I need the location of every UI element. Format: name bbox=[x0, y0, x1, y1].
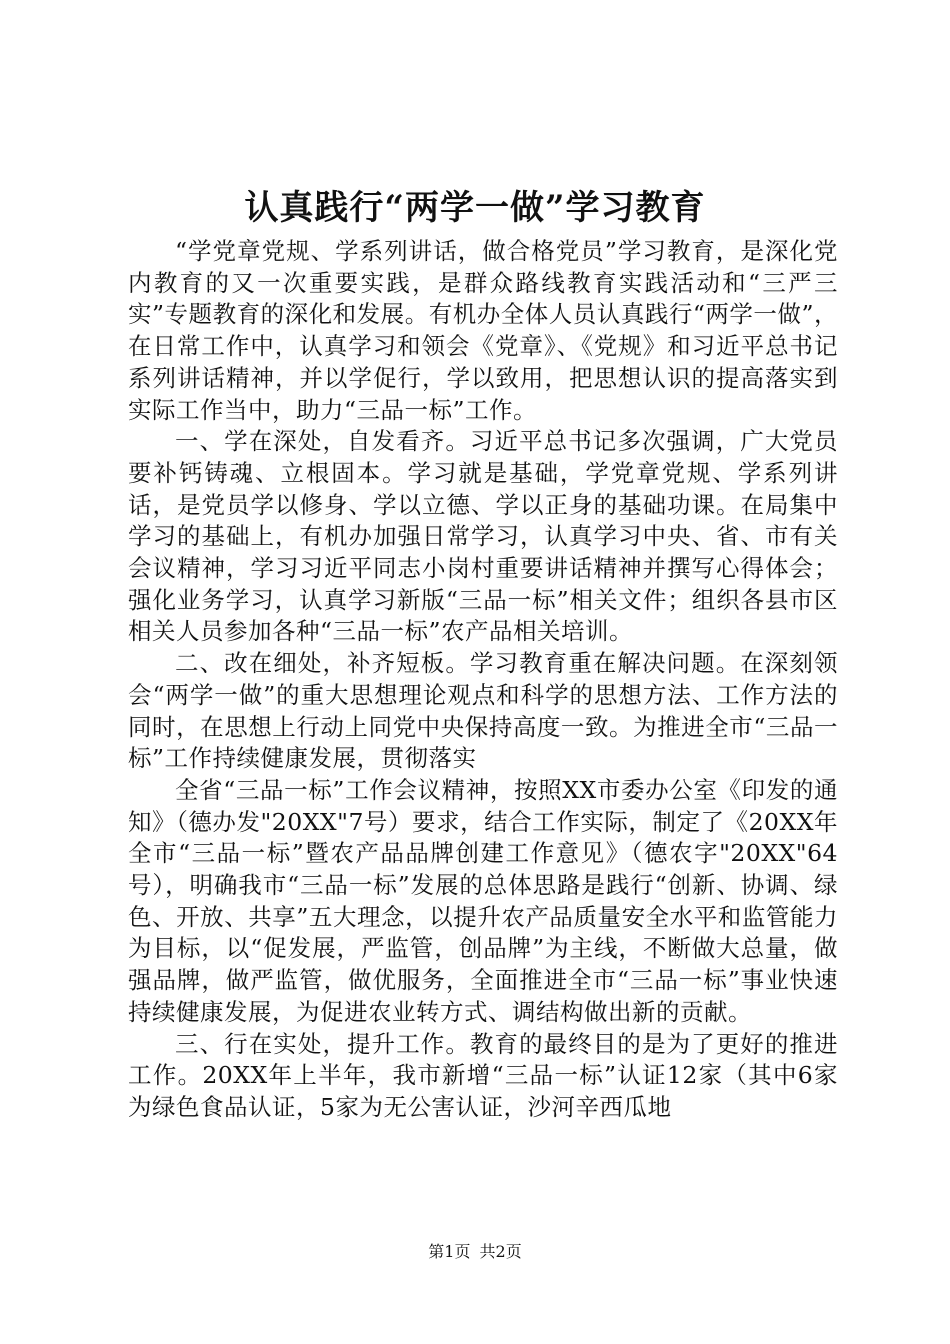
page-footer bbox=[0, 1240, 950, 1264]
paragraph-intro: “学党章党规、学系列讲话，做合格党员”学习教育，是深化党内教育的又一次重要实践，是群众路线教育实践活动和“三严三实”专题教育的深化和发展。有机办全体人员认真践行“两学一做”，在日常工作中，认真学习和领会《党章》、《党规》和习近平总书记系列讲话精神，并以学促行，学以致用，把思想认识的提高落实到实际工作当中，助力“三品一标”工作。 bbox=[128, 237, 838, 424]
document-body bbox=[128, 236, 838, 1124]
document-title: 认真践行“两学一做”学习教育 bbox=[244, 188, 706, 228]
page-number: 第1页 bbox=[428, 1242, 471, 1261]
paragraph-section-three: 三、行在实处，提升工作。教育的最终目的是为了更好的推进工作。20XX年上半年，我市新增“三品一标”认证12家（其中6家为绿色食品认证，5家为无公害认证，沙河辛西瓜地 bbox=[128, 1029, 838, 1121]
paragraph-section-one: 一、学在深处，自发看齐。习近平总书记多次强调，广大党员要补钙铸魂、立根固本。学习就是基础，学党章党规、学系列讲话，是党员学以修身、学以立德、学以正身的基础功课。在局集中学习的基础上，有机办加强日常学习，认真学习中央、省、市有关会议精神，学习习近平同志小岗村重要讲话精神并撰写心得体会；强化业务学习，认真学习新版“三品一标”相关文件；组织各县市区相关人员参加各种“三品一标”农产品相关培训。 bbox=[128, 427, 838, 646]
paragraph-section-two-continued: 全省“三品一标”工作会议精神，按照XX市委办公室《印发的通知》（德办发"20XX"7号）要求，结合工作实际，制定了《20XX年全市“三品一标”暨农产品品牌创建工作意见》（德农字"20XX"64号），明确我市“三品一标”发展的总体思路是践行“创新、协调、绿色、开放、共享”五大理念，以提升农产品质量安全水平和监管能力为目标，以“促发展，严监管，创品牌”为主线，不断做大总量，做强品牌，做严监管，做优服务，全面推进全市“三品一标”事业快速持续健康发展，为促进农业转方式、调结构做出新的贡献。 bbox=[128, 775, 838, 1026]
page-total: 共2页 bbox=[479, 1242, 522, 1261]
paragraph-section-two: 二、改在细处，补齐短板。学习教育重在解决问题。在深刻领会“两学一做”的重大思想理论观点和科学的思想方法、工作方法的同时，在思想上行动上同党中央保持高度一致。为推进全市“三品一标”工作持续健康发展，贯彻落实 bbox=[128, 649, 838, 773]
